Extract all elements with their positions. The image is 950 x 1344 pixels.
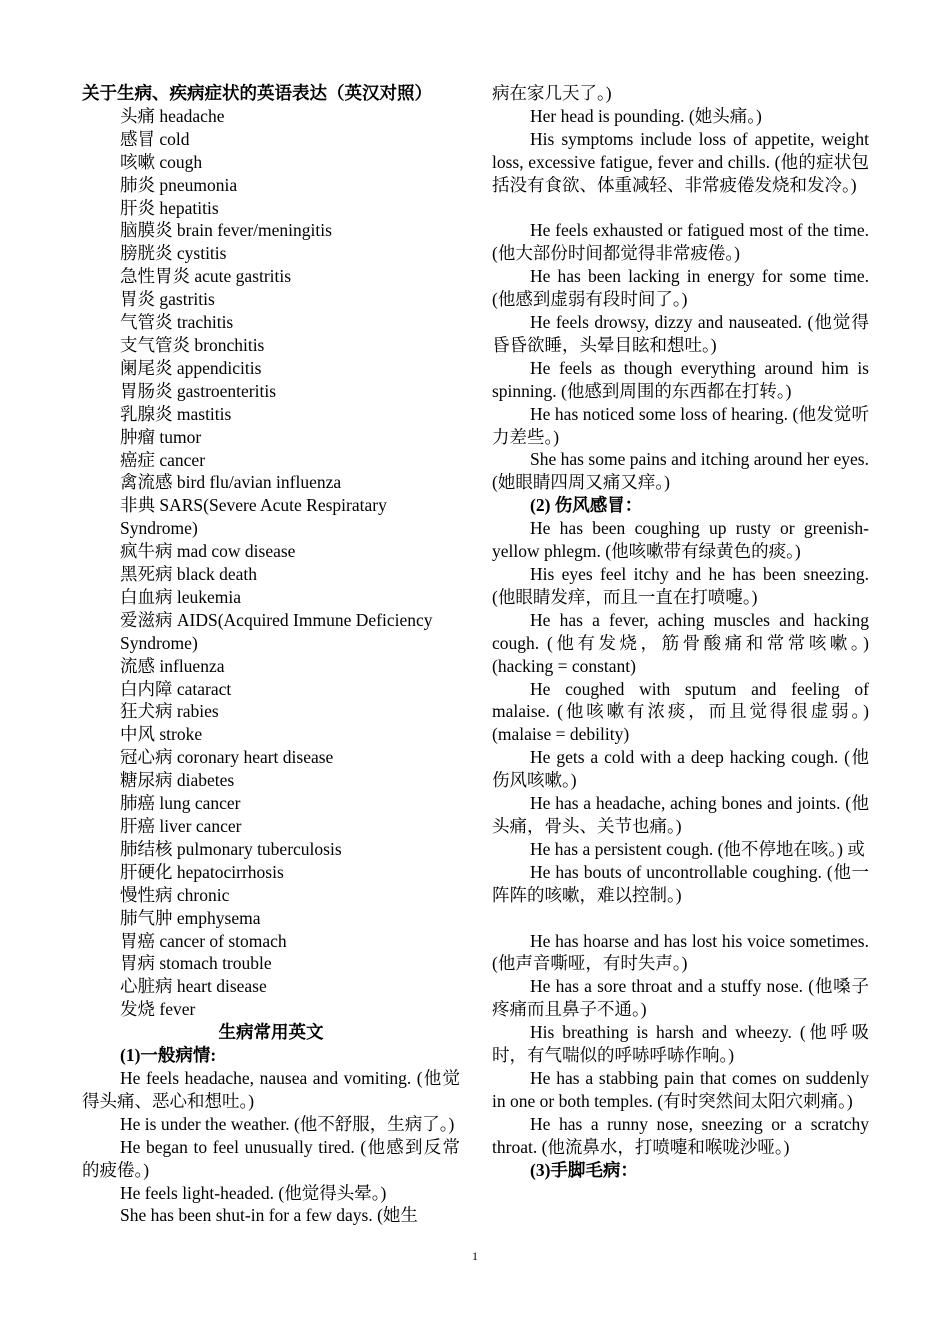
symptom-sentence: He gets a cold with a deep hacking cough. (他伤风咳嗽。) (492, 747, 869, 791)
disease-term: 急性胃炎 acute gastritis (120, 266, 292, 287)
symptom-sentence: He has a headache, aching bones and joints. (他头痛，骨头、关节也痛。) (492, 793, 869, 836)
disease-term: 支气管炎 bronchitis (120, 334, 265, 355)
disease-term: 肝癌 liver cancer (120, 816, 242, 836)
symptom-sentence: He has been lacking in energy for some time. (他感到虚弱有段时间了。) (492, 266, 869, 310)
disease-term: 肿瘤 tumor (120, 426, 202, 447)
right-column (492, 82, 869, 1181)
disease-term: 糖尿病 diabetes (120, 770, 235, 791)
disease-term: 膀胱炎 cystitis (120, 243, 227, 264)
disease-term: 肝硬化 hepatocirrhosis (120, 861, 284, 882)
disease-term: 头痛 headache (120, 105, 225, 126)
symptom-sentence: He feels as though everything around him is spinning. (他感到周围的东西都在打转。) (492, 357, 869, 401)
symptom-sentence: She has been shut-in for a few days. (她生 (120, 1205, 418, 1226)
symptom-sentence: He feels light-headed. (他觉得头晕。) (120, 1182, 387, 1203)
disease-term: 肺炎 pneumonia (120, 174, 238, 195)
continued-sentence: 病在家几天了。) (492, 83, 612, 103)
symptom-sentence: His symptoms include loss of appetite, weight loss, excessive fatigue, fever and chills. (他的症状包括没有食欲、体重减轻、非常疲倦发烧和发冷。) (492, 128, 869, 195)
disease-term: 肺癌 lung cancer (120, 793, 241, 814)
disease-term: 胃癌 cancer of stomach (120, 930, 287, 951)
disease-term: 中风 stroke (120, 724, 203, 745)
disease-term: 白内障 cataract (120, 678, 232, 699)
general-heading: (1)一般病情: (120, 1045, 217, 1066)
symptom-sentence: He feels headache, nausea and vomiting. (他觉得头痛、恶心和想吐。) (82, 1067, 460, 1111)
symptom-sentence: He has a persistent cough. (他不停地在咳。) 或 (530, 838, 865, 859)
disease-term: 胃肠炎 gastroenteritis (120, 380, 277, 401)
disease-term-list (82, 105, 460, 1021)
cold-heading: (2) 伤风感冒： (530, 495, 643, 516)
disease-term: 流感 influenza (120, 655, 225, 676)
symptom-sentence: She has some pains and itching around her eyes. (她眼睛四周又痛又痒。) (492, 449, 869, 493)
symptom-sentence: He has been coughing up rusty or greenish-yellow phlegm. (他咳嗽带有绿黄色的痰。) (492, 518, 869, 562)
symptom-sentence: He has a stabbing pain that comes on suddenly in one or both temples. (有时突然间太阳穴刺痛。) (492, 1067, 869, 1111)
symptom-sentence: He is under the weather. (他不舒服，生病了。) (120, 1113, 455, 1134)
general-symptoms-left (82, 1067, 460, 1227)
disease-term: 癌症 cancer (120, 449, 206, 470)
symptom-sentence: He has noticed some loss of hearing. (他发觉听力差些。) (492, 403, 869, 447)
disease-term: 狂犬病 rabies (120, 701, 219, 722)
cold-symptoms (492, 517, 869, 1158)
disease-term: 乳腺炎 mastitis (120, 403, 232, 424)
disease-term: 冠心病 coronary heart disease (120, 747, 334, 768)
hand-foot-heading: (3)手脚毛病： (530, 1159, 638, 1180)
disease-term: 肺结核 pulmonary tuberculosis (120, 838, 342, 859)
disease-term: 心脏病 heart disease (120, 976, 267, 997)
disease-term: 疯牛病 mad cow disease (120, 541, 296, 562)
disease-term: 慢性病 chronic (120, 884, 230, 905)
disease-term: 阑尾炎 appendicitis (120, 357, 262, 378)
left-column (82, 82, 460, 1227)
page-number: 1 (472, 1249, 478, 1263)
disease-term: 爱滋病 AIDS(Acquired Immune Deficiency Syndrome) (120, 609, 433, 653)
disease-term: 非典 SARS(Severe Acute Respiratary Syndrome) (120, 495, 387, 539)
symptom-sentence: He coughed with sputum and feeling of malaise. (他咳嗽有浓痰，而且觉得很虚弱。) (malaise = debility) (492, 678, 869, 745)
symptom-sentence: His eyes feel itchy and he has been sneezing. (他眼睛发痒，而且一直在打喷嚏。) (492, 564, 869, 607)
disease-term: 禽流感 bird flu/avian influenza (120, 472, 342, 493)
disease-term: 发烧 fever (120, 999, 196, 1020)
symptom-sentence: He has a sore throat and a stuffy nose. (他嗓子疼痛而且鼻子不通。) (492, 976, 869, 1020)
disease-term: 感冒 cold (120, 128, 190, 149)
document-title: 关于生病、疾病症状的英语表达（英汉对照） (82, 83, 432, 103)
disease-term: 脑膜炎 brain fever/meningitis (120, 220, 332, 241)
symptom-sentence: He has a runny nose, sneezing or a scratchy throat. (他流鼻水，打喷嚏和喉咙沙哑。) (492, 1113, 869, 1157)
symptom-sentence: His breathing is harsh and wheezy. (他呼吸时，有气喘似的呼哧呼哧作响。) (492, 1022, 869, 1066)
disease-term: 肝炎 hepatitis (120, 197, 219, 218)
disease-term: 胃炎 gastritis (120, 289, 215, 310)
symptom-sentence: He began to feel unusually tired. (他感到反常的疲倦。) (82, 1136, 460, 1180)
disease-term: 胃病 stomach trouble (120, 953, 272, 974)
section-heading: 生病常用英文 (218, 1022, 324, 1043)
symptom-sentence: He feels exhausted or fatigued most of the time. (他大部份时间都觉得非常疲倦。) (492, 220, 869, 264)
symptom-sentence: He has bouts of uncontrollable coughing. (他一阵阵的咳嗽，难以控制。) (492, 861, 869, 905)
general-symptoms-right (492, 105, 869, 494)
symptom-sentence: He feels drowsy, dizzy and nauseated. (他觉得昏昏欲睡，头晕目眩和想吐。) (492, 312, 869, 355)
disease-term: 肺气肿 emphysema (120, 907, 261, 928)
disease-term: 黑死病 black death (120, 564, 258, 585)
blank-line (492, 197, 869, 220)
disease-term: 白血病 leukemia (120, 586, 242, 607)
symptom-sentence: He has hoarse and has lost his voice sometimes. (他声音嘶哑，有时失声。) (492, 930, 869, 974)
disease-term: 气管炎 trachitis (120, 312, 234, 333)
symptom-sentence: Her head is pounding. (她头痛。) (530, 105, 762, 126)
disease-term: 咳嗽 cough (120, 151, 203, 172)
symptom-sentence: He has a fever, aching muscles and hacking cough. (他有发烧，筋骨酸痛和常常咳嗽。) (hacking = constant) (492, 609, 869, 676)
blank-line (492, 907, 869, 930)
